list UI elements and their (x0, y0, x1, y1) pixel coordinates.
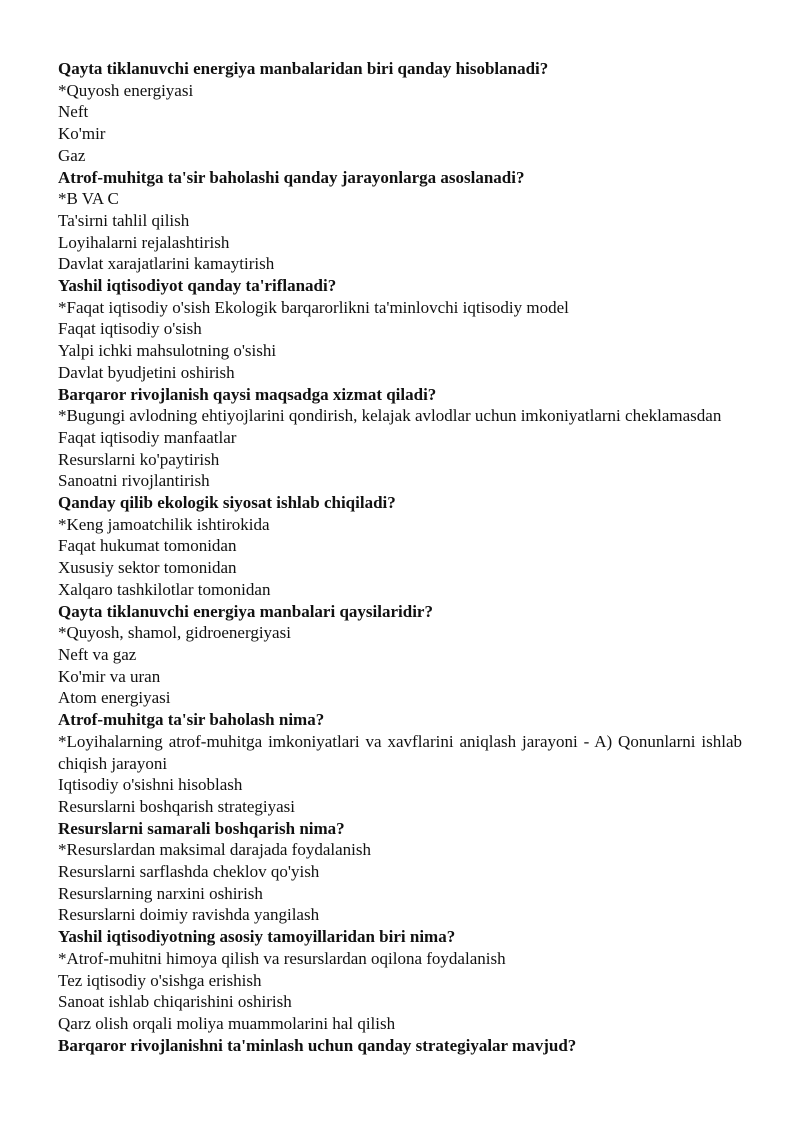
answer-option: Resurslarning narxini oshirish (58, 883, 263, 903)
answer-option: Sanoat ishlab chiqarishini oshirish (58, 992, 292, 1012)
correct-answer-option: *B VA C (58, 189, 119, 209)
question-text: Qanday qilib ekologik siyosat ishlab chiqiladi? (58, 493, 396, 513)
question-text: Yashil iqtisodiyotning asosiy tamoyillaridan biri nima? (58, 927, 456, 947)
answer-option: Sanoatni rivojlantirish (58, 471, 210, 491)
question-text: Barqaror rivojlanishni ta'minlash uchun qanday strategiyalar mavjud? (58, 1035, 577, 1055)
question-text: Atrof-muhitga ta'sir baholashi qanday jarayonlarga asoslanadi? (58, 167, 525, 187)
answer-option: Faqat hukumat tomonidan (58, 536, 237, 556)
question-text: Yashil iqtisodiyot qanday ta'riflanadi? (58, 276, 337, 296)
correct-answer-option: *Faqat iqtisodiy o'sish Ekologik barqarorlikni ta'minlovchi iqtisodiy model (58, 297, 569, 317)
question-text: Atrof-muhitga ta'sir baholash nima? (58, 710, 325, 730)
answer-option: Neft (58, 102, 89, 122)
answer-option: Loyihalarni rejalashtirish (58, 232, 230, 252)
answer-option: Xususiy sektor tomonidan (58, 558, 237, 578)
answer-option: Yalpi ichki mahsulotning o'sishi (58, 341, 277, 361)
answer-option: Atom energiyasi (58, 688, 171, 708)
answer-option: Resurslarni sarflashda cheklov qo'yish (58, 862, 320, 882)
answer-option: Davlat byudjetini oshirish (58, 362, 235, 382)
answer-option: Resurslarni doimiy ravishda yangilash (58, 905, 320, 925)
question-text: Qayta tiklanuvchi energiya manbalari qaysilaridir? (58, 601, 433, 621)
question-text: Resurslarni samarali boshqarish nima? (58, 818, 345, 838)
correct-answer-option: *Quyosh energiyasi (58, 80, 194, 100)
answer-option: Qarz olish orqali moliya muammolarini hal qilish (58, 1013, 396, 1033)
answer-option: Faqat iqtisodiy manfaatlar (58, 427, 237, 447)
answer-option: Resurslarni boshqarish strategiyasi (58, 796, 296, 816)
correct-answer-option: *Loyihalarning atrof-muhitga imkoniyatlari va xavflarini aniqlash jarayoni - A) Qonunlarni ishlab chiqish jarayoni (58, 731, 742, 773)
answer-option: Ko'mir va uran (58, 666, 161, 686)
correct-answer-option: *Keng jamoatchilik ishtirokida (58, 514, 270, 534)
question-text: Qayta tiklanuvchi energiya manbalaridan biri qanday hisoblanadi? (58, 59, 549, 78)
correct-answer-option: *Resurslardan maksimal darajada foydalanish (58, 840, 371, 860)
answer-option: Xalqaro tashkilotlar tomonidan (58, 579, 271, 599)
document-page (58, 58, 742, 1056)
answer-option: Neft va gaz (58, 644, 137, 664)
answer-option: Faqat iqtisodiy o'sish (58, 319, 202, 339)
answer-option: Resurslarni ko'paytirish (58, 449, 220, 469)
answer-option: Davlat xarajatlarini kamaytirish (58, 254, 275, 274)
answer-option: Ta'sirni tahlil qilish (58, 210, 190, 230)
question-text: Barqaror rivojlanish qaysi maqsadga xizmat qiladi? (58, 384, 437, 404)
answer-option: Ko'mir (58, 124, 106, 144)
correct-answer-option: *Quyosh, shamol, gidroenergiyasi (58, 623, 291, 643)
answer-option: Iqtisodiy o'sishni hisoblash (58, 775, 243, 795)
correct-answer-option: *Bugungi avlodning ehtiyojlarini qondirish, kelajak avlodlar uchun imkoniyatlarni cheklamasdan (58, 406, 722, 426)
answer-option: Gaz (58, 145, 86, 165)
answer-option: Tez iqtisodiy o'sishga erishish (58, 970, 262, 990)
correct-answer-option: *Atrof-muhitni himoya qilish va resurslardan oqilona foydalanish (58, 948, 506, 968)
